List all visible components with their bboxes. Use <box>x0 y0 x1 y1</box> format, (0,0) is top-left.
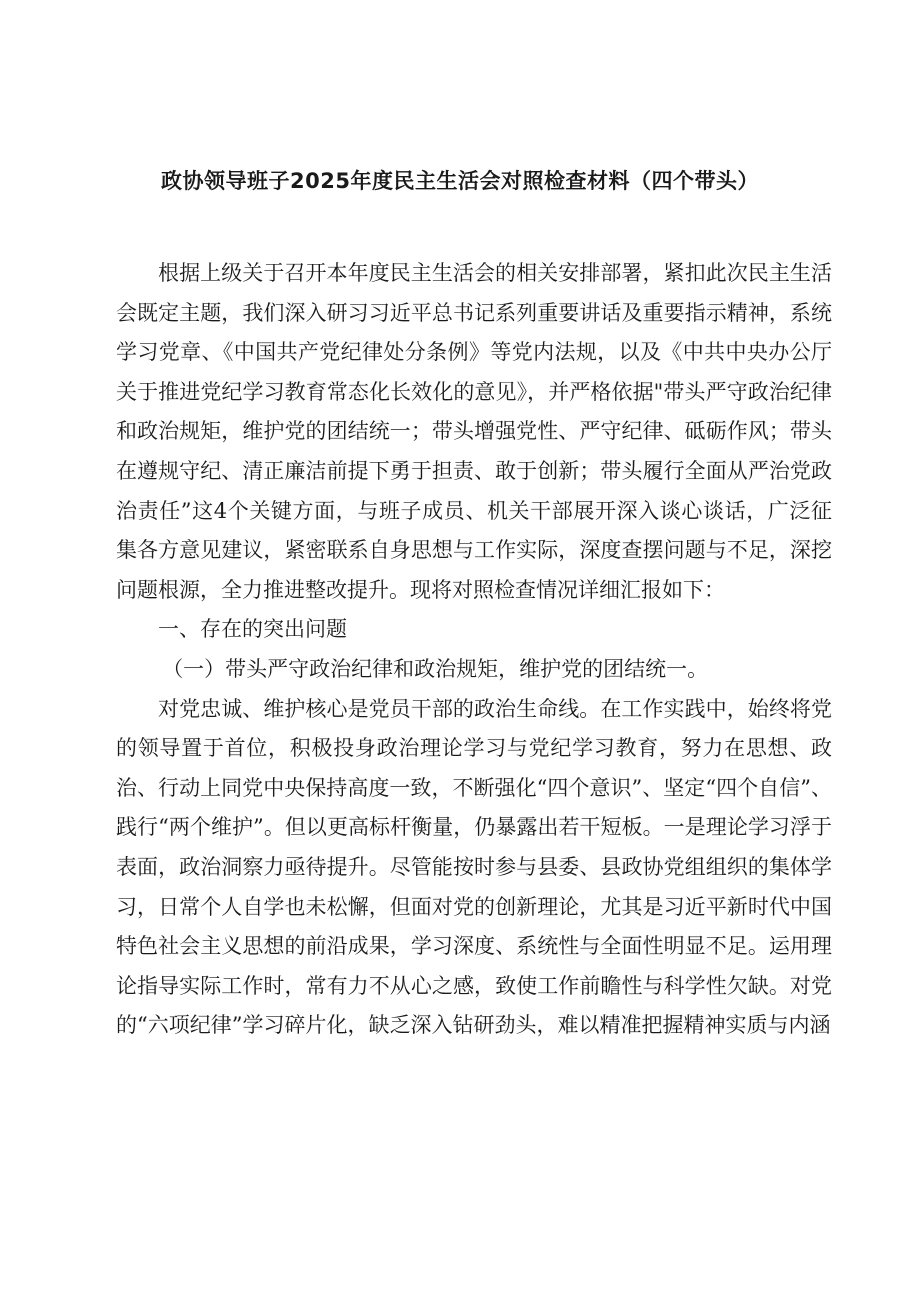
document-body <box>116 254 832 1046</box>
subsection-paragraph-political-discipline: 对党忠诚、维护核心是党员干部的政治生命线。在工作实践中，始终将党的领导置于首位，积极投身政治理论学习与党纪学习教育，努力在思想、政治、行动上同党中央保持高度一致，不断强化“四个意识”、坚定“四个自信”、践行“两个维护”。但以更高标杆衡量，仍暴露出若干短板。一是理论学习浮于表面，政治洞察力亟待提升。尽管能按时参与县委、县政协党组组织的集体学习，日常个人自学也未松懈，但面对党的创新理论，尤其是习近平新时代中国特色社会主义思想的前沿成果，学习深度、系统性与全面性明显不足。运用理论指导实际工作时，常有力不从心之感，致使工作前瞻性与科学性欠缺。对党的“六项纪律”学习碎片化，缺乏深入钻研劲头，难以精准把握精神实质与内涵 <box>116 696 832 1038</box>
document-title: 政协领导班子2025年度民主生活会对照检查材料（四个带头） <box>161 169 759 193</box>
subsection-heading-political-discipline: （一）带头严守政治纪律和政治规矩，维护党的团结统一。 <box>162 656 709 681</box>
section-heading-problems: 一、存在的突出问题 <box>158 617 347 642</box>
intro-paragraph: 根据上级关于召开本年度民主生活会的相关安排部署，紧扣此次民主生活会既定主题，我们深入研习习近平总书记系列重要讲话及重要指示精神，系统学习党章、《中国共产党纪律处分条例》等党内法规，以及《中共中央办公厅关于推进党纪学习教育常态化长效化的意见》，并严格依据"带头严守政治纪律和政治规矩，维护党的团结统一；带头增强党性、严守纪律、砥砺作风；带头在遵规守纪、清正廉洁前提下勇于担责、敢于创新；带头履行全面从严治党政治责任”这4个关键方面，与班子成员、机关干部展开深入谈心谈话，广泛征集各方意见建议，紧密联系自身思想与工作实际，深度查摆问题与不足，深挖问题根源，全力推进整改提升。现将对照检查情况详细汇报如下： <box>116 261 832 602</box>
